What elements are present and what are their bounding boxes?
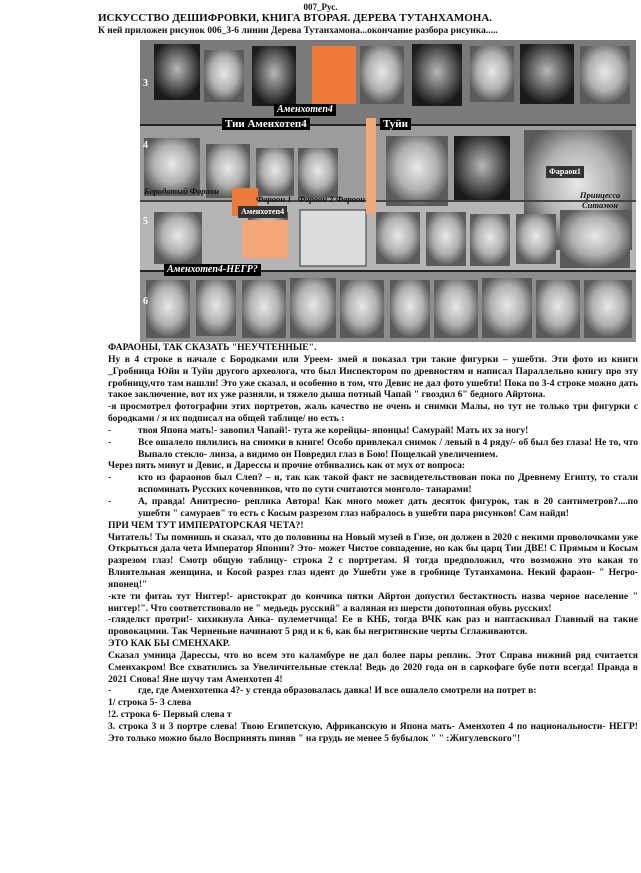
row-number-5: 5 bbox=[143, 216, 148, 227]
row-number-6: 6 bbox=[143, 296, 148, 307]
row-number-3: 3 bbox=[143, 78, 148, 89]
section-heading-pharaohs: ФАРАОНЫ, ТАК СКАЗАТЬ "НЕУЧТЕННЫЕ". bbox=[108, 342, 317, 353]
paragraph: Читатель! Ты помнишь и сказал, что до половины на Новый музей в Гизе, он должен в 2020 с некими проволочками уже Открыться дала чета Император Японии? Это- может Чистое совпадение, но как бы царц Тии ДВЕ! С Прямым и Косым разрезом глаз! Смотр общую таблицу- строка 2 с портретам. Я тогда предположил, что возможно это какая то Влиятельная женщина, и Косой разрез глаз идент до Ушебти уже в гробнице Тутанхамона. Некий фараон- " Негро- японец!" bbox=[108, 531, 638, 590]
label-princess-sitamon: Принцесса Ситамон bbox=[579, 190, 621, 210]
list-item: - кто из фараонов был Слеп? – и, так как такой факт не засвидетельствован пока по Древнему Египту, то стали вспоминать Русских кочевников, что по сути считаются монголо- танарами! bbox=[108, 472, 638, 496]
list-item: - твоя Япона мать!- завопил Чапай!- тута же корейцы- японцы! Самурай! Мать их за ногу! bbox=[108, 424, 529, 436]
section-heading-smenkhkare: ЭТО КАК БЫ СМЕНХАКР. bbox=[108, 638, 230, 650]
highlight-amenhotep4-top bbox=[312, 46, 356, 104]
section-heading-imperial: ПРИ ЧЕМ ТУТ ИМПЕРАТОРСКАЯ ЧЕТА?! bbox=[108, 519, 304, 531]
label-tii-amenhotep4: Тии Аменхотеп4 bbox=[222, 118, 310, 130]
highlight-column bbox=[366, 118, 376, 214]
paragraph: -гляделкт протри!- хихикнула Анка- пулеметчица! Ее в КНБ, тогда ВЧК как раз и наптаскивал Главный на такие провокацмии. Так Черненьие начинают 5 ряд и к 6, как бы негритянские черты Сглаживаются. bbox=[108, 614, 638, 638]
row-number-4: 4 bbox=[143, 140, 148, 151]
label-tuia: Туйи bbox=[380, 118, 411, 130]
label-pharaoh-row4-b: Фараон 2 bbox=[298, 194, 334, 204]
list-item: - А, правда! Анитресно- реплика Автора! Как много может дать десяток фигурок, так в 20 сантиметров?....по ушебти " самураев" то есть с Косым разрезом глаз набралось в ушебти пара рисунков! Сам найди! bbox=[108, 495, 638, 519]
page-id: 007_Рус. bbox=[303, 2, 338, 12]
label-amenhotep4-top: Аменхотеп4 bbox=[274, 104, 336, 116]
list-item-text: кто из фараонов был Слеп? – и, так как такой факт не засвидетельствован пока по Древнему Египту, то стали вспоминать Русских кочевников, что по сути считаются монголо- танарами! bbox=[138, 472, 638, 496]
label-pharaoh-row4-c: Фараон bbox=[336, 194, 365, 204]
paragraph: Ну в 4 строке в начале с Бородками или Уреем- змей я показал три такие фигурки – ушебти. Эти фото из книги _Гробница Юйи и Туйи другого археолога, что был Инспектором по древностям и написал Параллельно книгу про эту гробницу,что там нашли! Это уже сказал, и особенно в том, что Девис не дал фото ушебти! Пока по 3-4 строке можно дать такое заключение, вот их уже разняли, и тяжело дыша потный Чапай " гвоздил 6" бедного Айртона. bbox=[108, 353, 638, 401]
list-item-text: А, правда! Анитресно- реплика Автора! Как много может дать десяток фигурок, так в 20 сантиметров?....по ушебти " самураев" то есть с Косым разрезом глаз набралось в ушебти пара рисунков! Сам найди! bbox=[138, 495, 638, 519]
list-item-text: твоя Япона мать!- завопил Чапай!- тута же корейцы- японцы! Самурай! Мать их за ногу! bbox=[138, 424, 529, 436]
list-item-text: где, где Аменхотепка 4?- у стенда образовалась давка! И все ошалело смотрели на потрет в: bbox=[138, 685, 537, 697]
label-amenhotep4-negr: Аменхотеп4-НЕГР? bbox=[164, 264, 261, 276]
paragraph: -кте ти фитаь тут Ниггер!- аристократ до кончика пятки Айртон допустил бестактность назва черное население " ниггер!". Что соответствовало не " медьедь русский" а валяная из шерсти допотопная обувь русских! bbox=[108, 590, 638, 614]
label-bearded: Бородатый Фараон bbox=[144, 186, 219, 196]
label-pharaoh1-right: Фараон1 bbox=[546, 166, 584, 178]
paragraph: Через пять минут и Девис, и Дарессы и прочие отбивались как от мух от вопроса: bbox=[108, 460, 466, 472]
row3-portraits bbox=[154, 44, 630, 106]
enumerated-line: 1/ строка 5- 3 слева bbox=[108, 697, 192, 709]
page-title: ИСКУССТВО ДЕШИФРОВКИ, КНИГА ВТОРАЯ. ДЕРЕВА ТУТАНХАМОНА. bbox=[98, 12, 493, 24]
enumerated-line: 3. строка 3 и 3 портре слева! Твою Египетскую, Африканскую и Япона мать- Аменхотеп 4 по национальности- НЕГР! Это только можно было Воспринять пиняв " на грудь не менее 5 бубылок " " :Жигулевского"! bbox=[108, 721, 638, 744]
list-item: - Все ошалело пялились на снимки в книге! Особо привлекал снимок / левый в 4 ряду/- об был без глаза! Не то, что Выпало стекло- линза, а видимо он Повредил глаз в Бою! Пощелкай увеличением. bbox=[108, 436, 638, 460]
article-body bbox=[108, 342, 638, 745]
highlight-row5 bbox=[242, 220, 288, 258]
label-pharaoh-row4-a: Фараон 1 bbox=[256, 194, 292, 204]
portrait-collage bbox=[140, 40, 636, 342]
paragraph: Сказал умница Дарессы, что во всем это каламбуре не дал более пары реплик. Этот Справа нижний ряд считается Сменхакром! Все схватились за Увеличительные стекла! Ведь до 2020 года он в саркофаге бубе поти всегда! Правда в 2021 Снова! Яне шучу там Аменхотеп 4! bbox=[108, 649, 638, 685]
list-item: - где, где Аменхотепка 4?- у стенда образовалась давка! И все ошалело смотрели на потрет в: bbox=[108, 685, 537, 697]
enumerated-line: !2. строка 6- Первый слева т bbox=[108, 709, 232, 721]
paragraph: -я просмотрел фотографии этих портретов, жаль качество не очень и снимки Малы, но тут не только три фигурки с бородками / я их подписал на общей таблице/ но есть : bbox=[108, 401, 638, 425]
list-item-text: Все ошалело пялились на снимки в книге! Особо привлекал снимок / левый в 4 ряду/- об был без глаза! Не то, что Выпало стекло- линза, а видимо он Повредил глаз в Бою! Пощелкай увеличением. bbox=[138, 436, 638, 460]
label-amenhotep4-small: Аменхотеп4 bbox=[238, 206, 287, 218]
page-subtitle: К ней приложен рисунок 006_3-6 линии Дерева Тутанхамона...окончание разбора рисунка..... bbox=[98, 26, 498, 36]
